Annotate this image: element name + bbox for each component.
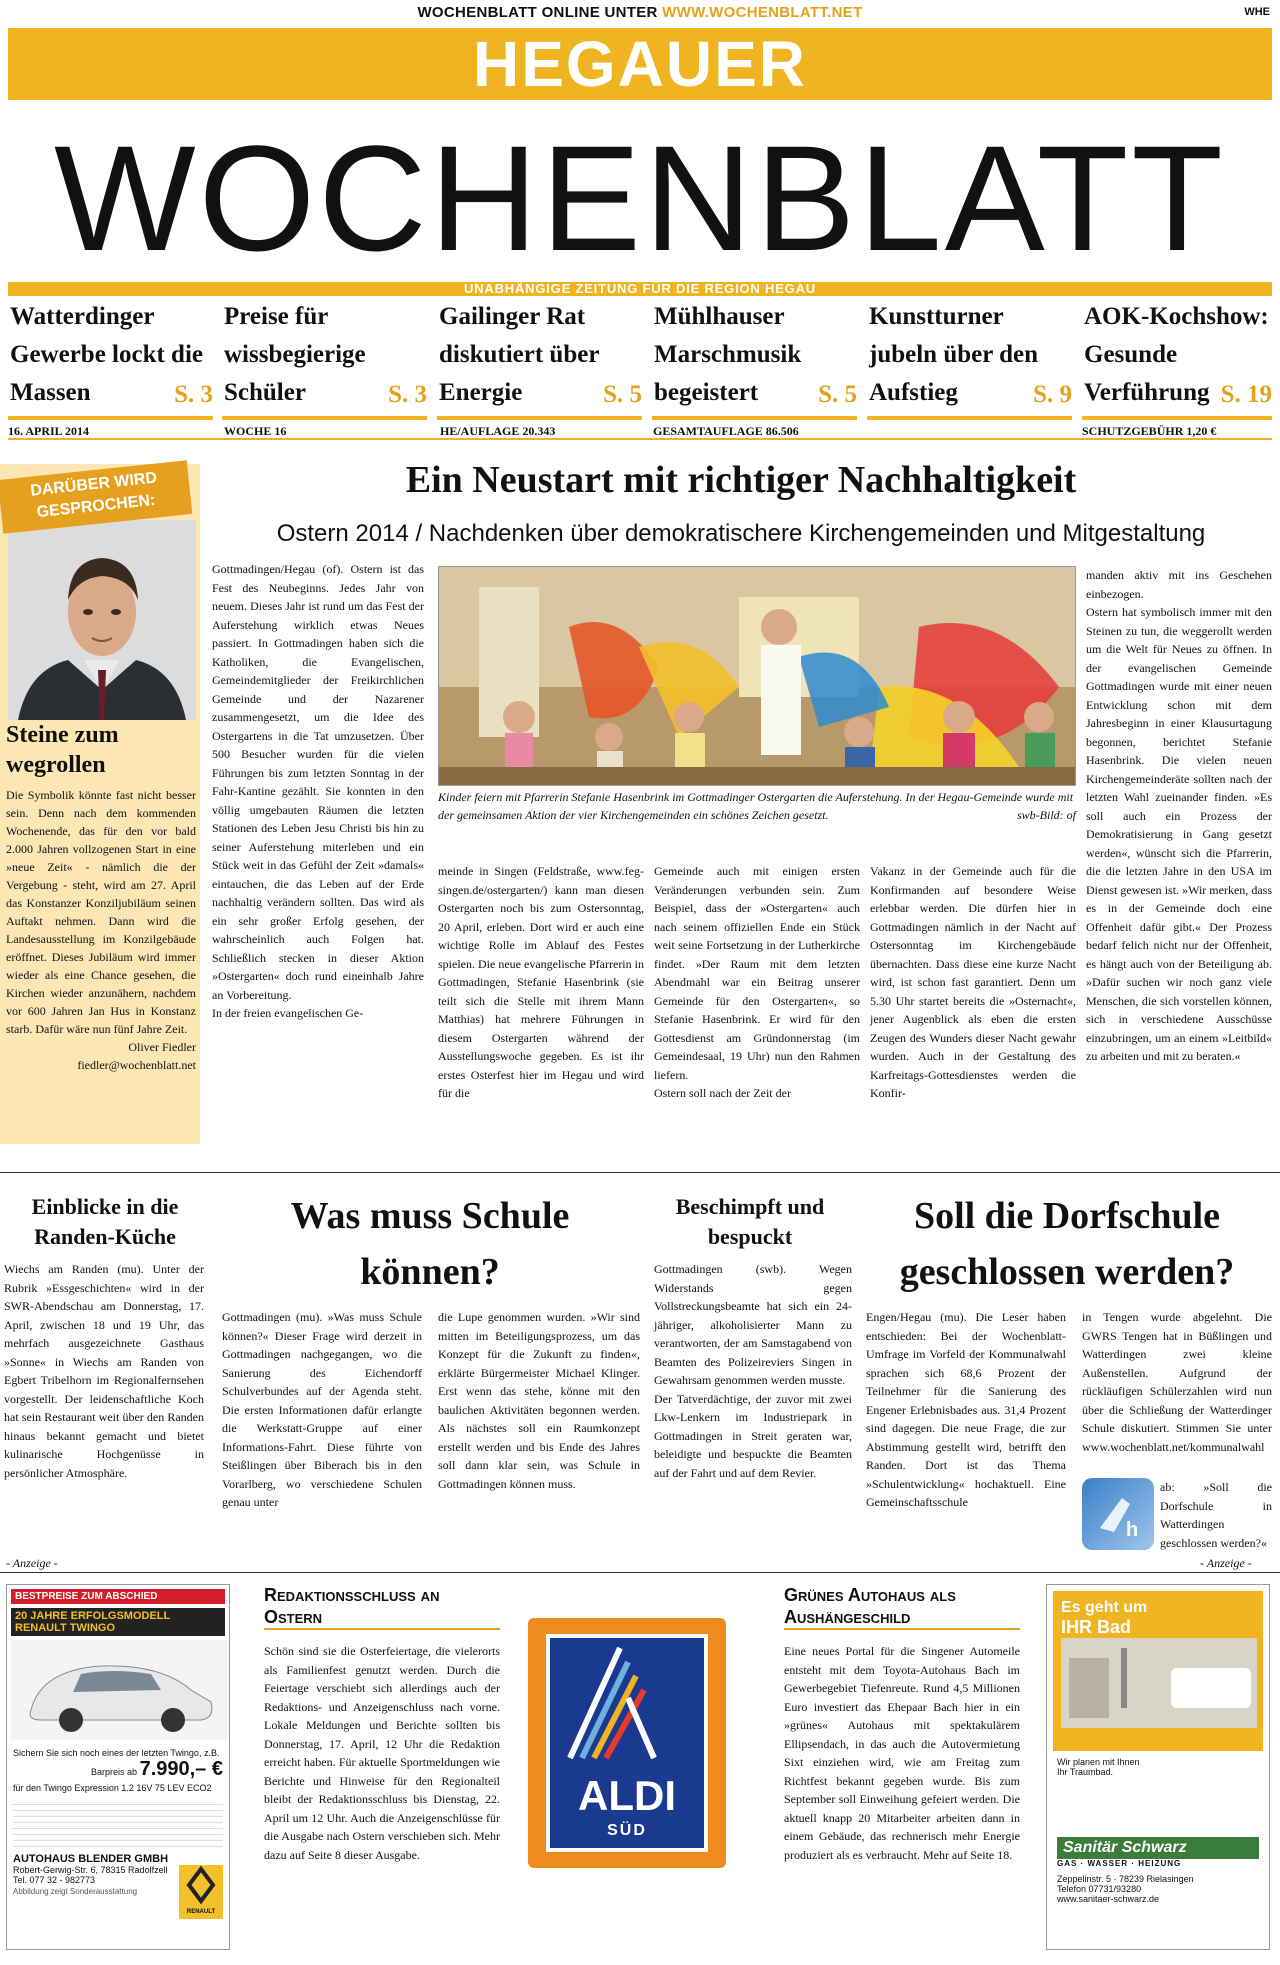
badge-line: DARÜBER WIRD xyxy=(29,469,158,500)
issue-infobar xyxy=(8,422,1272,440)
sanitaer-web[interactable]: www.sanitaer-schwarz.de xyxy=(1057,1894,1160,1904)
autohaus-headline: Grünes Autohaus als Aushängeschild xyxy=(784,1584,1020,1630)
comment-text: Die Symbolik könnte fast nicht besser sein. Denn nach dem kommenden Wochenende, das für den vor bald 2.000 Jahren vollzogenen Start in eine »neue Zeit« - nämlich die der Vergebung - steht, wird am 27. April das Konstanzer Konziljubiläum seinen Auftakt nehmen. Dann wird die Landesausstellung im Konzilgebäude eröffnet. Dieses Jubiläum wird immer wieder als eine Chance gesehen, die Kirchen wieder anzunähern, nachdem vor 600 Jahren Jan Hus in Konstanz starb. Dafür wäre nun fünf Jahre Zeit. xyxy=(6,788,196,1036)
schule-col-1: Gottmadingen (mu). »Was muss Schule können?« Dieser Frage wird derzeit in Gottmadingen nachgegangen, wo die Sanierung des Eichendorff Schulverbundes auf der Agenda steht. Die ersten Informationen dafür erlangte die Werkstatt-Gruppe auf einer Informations-Fahrt. Diese führte von Steißlingen über Biberach bis in den Vorarlberg, wo verschiedene Schulen genau unter xyxy=(222,1310,422,1509)
bespuckt-body: Gottmadingen (swb). Wegen Widerstands gegen Vollstreckungsbeamte hat sich ein 24-jähriger, alkoholisierter Mann zu verantworten, der am Samstagabend von Beamten des Polizeireviers Singen in Gewahrsam genommen werden musste. Der Tatverdächtige, der zuvor mit zwei Lkw-Lenkern im Industriepark in Gottmadingen in Streit geraten war, beleidigte und bespuckte die Beamten auf der Fahrt und auf dem Revier. xyxy=(654,1262,852,1480)
aldi-name: ALDI xyxy=(578,1772,676,1819)
teaser-underline xyxy=(8,416,213,420)
teaser-text: Gailinger Rat diskutiert über Energie xyxy=(439,303,599,406)
teaser-item[interactable] xyxy=(8,298,213,420)
lead-col-2: meinde in Singen (Feldstraße, www.feg-singen.de/ostergarten/) kann man diesen Ostergarten noch bis zum Ostersonntag, 20 April, erleben. Dort wird er auch eine wichtige Rolle im Ablauf des Festes spielen. Die neue evangelische Pfarrerin in Gottmadingen, Stefanie Hasenbrink (sie teilt sich die Stelle mit ihrem Mann Matthias) hat mehrere Führungen in diesem Ostergarten während der Ausstellungswoche gegeben. Es ist ihr erstes Osterfest hier im Hegau und wird für die xyxy=(438,864,644,1100)
lead-col-3: Gemeinde auch mit einigen ersten Veränderungen verbunden sein. Zum Beispiel, dass der »Ostergarten« auch nach seinem offiziellen Ende ein Stück weit seine Fortsetzung in der Lutherkirche findet. »Der Raum mit dem letzten Abendmahl war ein Beitrag unserer Gemeinde für den Ostergarten«, so Stefanie Hasenbrink. Er wird für den Gottesdienst am Gründonnerstag (im Gemeindesaal, 19 Uhr) nun den Rahmen liefern. Ostern soll nach der Zeit der xyxy=(654,864,860,1100)
hand-pointer-icon xyxy=(1082,1478,1154,1550)
lead-caption xyxy=(438,788,1076,824)
online-line xyxy=(0,0,1280,26)
comment-author: Oliver Fiedler xyxy=(128,1040,196,1054)
sanitaer-brand: Sanitär Schwarz xyxy=(1057,1837,1259,1859)
teaser-page: S. 3 xyxy=(174,381,213,408)
sanitaer-slogan2: Ihr Traumbad. xyxy=(1057,1767,1114,1777)
teaser-text: Preise für wissbegierige Schüler xyxy=(224,303,366,406)
fuel-info xyxy=(13,1799,223,1849)
sanitaer-ad[interactable] xyxy=(1046,1584,1270,1950)
ad-banner-2: 20 JAHRE ERFOLGSMODELL RENAULT TWINGO xyxy=(11,1608,225,1636)
teaser-text: AOK-Kochshow: Gesunde Verführung xyxy=(1084,303,1269,406)
online-prefix: WOCHENBLATT ONLINE UNTER xyxy=(417,4,658,21)
ad-banner-1: BESTPREISE ZUM ABSCHIED xyxy=(11,1589,225,1604)
ad-small-text: Sichern Sie sich noch eines der letzten Twingo, z.B. xyxy=(13,1748,220,1758)
sanitaer-banner xyxy=(1053,1591,1263,1751)
sanitaer-slogan1: Wir planen mit Ihnen xyxy=(1057,1757,1140,1767)
randen-headline: Einblicke in die Randen-Küche xyxy=(31,1194,179,1249)
sanitaer-line2a: IHR xyxy=(1061,1617,1092,1637)
vote-icon[interactable] xyxy=(1082,1478,1154,1550)
badge-line: GESPROCHEN: xyxy=(35,491,157,522)
issue-week: WOCHE 16 xyxy=(224,424,287,438)
caption-text: Kinder feiern mit Pfarrerin Stefanie Hasenbrink im Gottmadinger Ostergarten die Auferstehung. In der Hegau-Gemeinde wurde mit der gemeinsamen Aktion der vier Kirchengemeinden ein schönes Zeichen gesetzt. xyxy=(438,790,1074,822)
comment-body xyxy=(6,786,196,1074)
teaser-underline xyxy=(652,416,857,420)
redaktion-headline: Redaktionsschluss an Ostern xyxy=(264,1584,500,1630)
teaser-page: S. 19 xyxy=(1220,381,1272,408)
schule-headline: Was muss Schule können? xyxy=(290,1195,570,1293)
lead-col-5: manden aktiv mit ins Geschehen einbezogen. Ostern hat symbolisch immer mit den Steinen zu tun, die weggerollt werden um die Welt für Neues zu öffnen. In der evangelischen Gemeinde Gottmadingen wurde mit einer neuen Entwicklung schon mit dem Jahresbeginn in einer Klausurtagung begonnen, berichtet Stefanie Hasenbrink. Die vielen neuen Kirchengemeinderäte sollten nach der letzten Wahl zueinander finden. »Es soll auch ein Prozess der Demokratisierung in Gang gesetzt werden«, wünscht sich die Pfarrerin, die die letzten Jahre in den USA im Dienst gewesen ist. »Wir merken, dass es in der Gemeinde doch eine Offenheit dafür gibt.« Der Prozess bedarf felich nicht nur der Offenheit, es hängt auch von der Beteiligung ab. »Dafür suchen wir noch ganz viele Menschen, die sich vorstellen können, sich in verschiedene Ausschüsse einzubringen, um an einem »Leitbild« zu arbeiten und mit zu beraten.« xyxy=(1086,568,1272,1063)
lead-col-4: Vakanz in der Gemeinde auch für die Konfirmanden auf besondere Weise erlebbar werden. Die dürfen hier in Gottmadingen nämlich in der Nacht auf Ostersonntag im Kirchengebäude übernachten. Dass diese eine kurze Nacht wird, ist schon fast garantiert. Denn um 5.30 Uhr startet bereits die »Osternacht«, jener Augenblick als eben die ersten Zeugen des Wunders dieser Nacht gewahr wurden. Auch in der Gestaltung des Karfreitags-Gottesdienstes werden die Konfir- xyxy=(870,864,1076,1100)
issue-date: 16. APRIL 2014 xyxy=(8,424,90,438)
teaser-item[interactable] xyxy=(1082,298,1272,420)
lead-subhead: Ostern 2014 / Nachdenken über demokratischere Kirchengemeinden und Mitgestaltung xyxy=(276,520,1206,547)
dealer-address: Robert-Gerwig-Str. 6, 78315 Radolfzell xyxy=(13,1865,168,1875)
twingo-ad[interactable] xyxy=(6,1584,230,1950)
easter-garden-image xyxy=(439,567,1076,786)
dorfschule-col-1: Engen/Hegau (mu). Die Leser haben entschieden: Bei der Wochenblatt-Umfrage im Vorfeld der Kommunalwahl sprachen sich 68,6 Prozent der Teilnehmer für die Sanierung des Engener Erlebnisbades aus. 31,4 Prozent sind dagegen. Die neue Frage, die zur Abstimmung gestellt wird, betrifft den Randen. Dort ist das Thema »Schulentwicklung« hochaktuell. Eine Gemeinschaftsschule xyxy=(866,1310,1066,1509)
sanitaer-address: Zeppelinstr. 5 · 78239 Rielasingen xyxy=(1057,1874,1194,1884)
renault-diamond-icon xyxy=(179,1865,223,1905)
title-top: HEGAUER xyxy=(472,28,808,100)
teaser-item[interactable] xyxy=(652,298,857,420)
section-divider xyxy=(0,1572,1280,1573)
author-photo xyxy=(8,520,196,720)
teaser-text: Kunstturner jubeln über den Aufstieg xyxy=(869,303,1039,406)
teaser-item[interactable] xyxy=(222,298,427,420)
sanitaer-line2b: Bad xyxy=(1097,1617,1132,1637)
dealer-phone: Tel. 077 32 - 982773 xyxy=(13,1875,96,1885)
ad-label: - Anzeige - xyxy=(1200,1556,1252,1570)
aldi-logo xyxy=(546,1634,708,1852)
price-label: Barpreis ab xyxy=(91,1767,138,1777)
ad-label: - Anzeige - xyxy=(6,1556,58,1570)
renault-logo xyxy=(179,1865,223,1919)
sanitaer-subline: GAS · WASSER · HEIZUNG xyxy=(1057,1859,1182,1868)
redaktion-body: Schön sind sie die Osterfeiertage, die vielerorts als Familienfest genutzt werden. Durch die Feiertage verschiebt sich allerdings auch der Redaktions- und Anzeigenschluss nach vorne. Lokale Meldungen und Berichte sollten bis Donnerstag, 17. April, 12 Uhr die Redaktion erreicht haben. Für aktuelle Sportmeldungen wie Berichte und Hinweise für den Regionalteil bleibt der Redaktionsschluss bis Dienstag, 22. April um 12 Uhr. Auch die Anzeigenschlüsse für die Ausgabe nach Ostern verschieben sich. Mehr dazu auf Seite 8 dieser Ausgabe. xyxy=(264,1644,500,1862)
lead-col-1: Gottmadingen/Hegau (of). Ostern ist das Fest des Neubeginns. Jedes Jahr von neuem. Dieses Jahr ist rund um das Fest der Auferstehung wirklich etwas Neues passiert. In Gottmadingen haben sich die Katholiken, die Evangelischen, Gemeindemitglieder der Freikirchlichen Gemeinde und der Nazarener zusammengesetzt, um die Idee des Ostergartens in die Tat umzusetzen. Über 500 Besucher wurden für die vielen Führungen bis zum letzten Sonntag in der Fahr-Kantine gezählt. Sie konnten in den völlig umgebauten Räumen die letzten Stationen des Leben Jesu Christi bis hin zu seiner Auferstehung miterleben und ein Stück weit in das Gefühl der Zeit »damals« eintauchen, die das Leben auf der Erde nachhaltig verändern sollten. Das wird als ein sehr großer Erfolg gesehen, der wahrscheinlich auch Folgen hat. Schließlich stecken in dieser Aktion »Ostergarten« doch rund eineinhalb Jahre an Vorbereitung. In der freien evangelischen Ge- xyxy=(212,562,424,1020)
schule-col-2: die Lupe genommen wurden. »Wir sind mitten im Beteiligungsprozess, um das Konzept für die Zukunft zu finden«, erklärte Bürgermeister Michael Klinger. Erst wenn das stehe, könne mit den baulichen Aktivitäten begonnen werden. Als nächstes soll ein Raumkonzept erstellt werden und bis Ende des Jahres soll dann klar sein, was Schule in Gottmadingen können muss. xyxy=(438,1310,640,1491)
teaser-item[interactable] xyxy=(437,298,642,420)
teaser-page: S. 9 xyxy=(1033,381,1072,408)
author-portrait-image xyxy=(8,520,196,720)
teaser-page: S. 5 xyxy=(603,381,642,408)
aldi-stripes-icon xyxy=(550,1638,704,1768)
ad-footnote: Abbildung zeigt Sonderausstattung xyxy=(13,1887,138,1896)
bespuckt-headline: Beschimpft und bespuckt xyxy=(675,1194,825,1249)
teaser-underline xyxy=(437,416,642,420)
comment-headline: Steine zum wegrollen xyxy=(6,722,119,778)
bathroom-image xyxy=(1061,1638,1257,1728)
dealer-name: AUTOHAUS BLENDER GMBH xyxy=(13,1853,169,1865)
lead-photo xyxy=(438,566,1076,786)
teaser-page: S. 3 xyxy=(388,381,427,408)
teaser-underline xyxy=(1082,416,1272,420)
randen-body: Wiechs am Randen (mu). Unter der Rubrik »Essgeschichten« wird in der SWR-Abendschau am Donnerstag, 17. April, zwischen 18 und 19 Uhr, das mehrfach ausgezeichnete Gasthaus »Sonne« in Wiechs am Randen von Egbert Tribelhorn im Regionalfernsehen vorgestellt. Der leidenschaftliche Koch hat sein Restaurant weit über den Randen hinaus bekannt gemacht und bietet kulinarische Hochgenüsse in persönlicher Atmosphäre. xyxy=(4,1262,204,1480)
teaser-underline xyxy=(867,416,1072,420)
teaser-page: S. 5 xyxy=(818,381,857,408)
masthead-title: WOCHENBLATT xyxy=(54,114,1226,282)
lead-headline: Ein Neustart mit richtiger Nachhaltigkeit xyxy=(405,459,1077,501)
total-circulation: GESAMTAUFLAGE 86.506 xyxy=(653,424,799,438)
edition-circulation: HE/AUFLAGE 20.343 xyxy=(440,424,556,438)
teaser-bar xyxy=(0,298,1280,420)
sanitaer-line1: Es geht um xyxy=(1061,1599,1148,1616)
car-image xyxy=(11,1640,227,1740)
price: SCHUTZGEBÜHR 1,20 € xyxy=(1082,424,1217,438)
renault-brand: RENAULT xyxy=(186,1909,216,1915)
svg-text:h: h xyxy=(1126,1519,1139,1541)
model-text: für den Twingo Expression 1.2 16V 75 LEV ECO2 xyxy=(13,1783,212,1793)
sanitaer-phone: Telefon 07731/93280 xyxy=(1057,1884,1142,1894)
tagline: UNABHÄNGIGE ZEITUNG FÜR DIE REGION HEGAU xyxy=(464,281,816,296)
photo-credit: swb-Bild: of xyxy=(1017,808,1076,822)
teaser-underline xyxy=(222,416,427,420)
price-value: 7.990,– € xyxy=(139,1758,223,1780)
autohaus-body: Eine neues Portal für die Singener Automeile entsteht mit dem Toyota-Autohaus Bach im Gewerbegebiet Tiefenreute. Rund 4,5 Millionen Euro investiert das Ehepaar Bach hier in ein »grünes« Autohaus mit spektakulärem Ellipsendach, in das auch die Autovermietung Sixt einziehen wird, wie am Freitag zum Richtfest bekannt gegeben wurde. Bis zum September soll Einweihung gefeiert werden. Die aktuell knapp 20 Mitarbeiter arbeiten dann in einem Gebäude, das rechnerisch mehr Energie produziert als es verbraucht. Mehr auf Seite 18. xyxy=(784,1644,1020,1862)
edition-code: WHE xyxy=(1244,6,1270,18)
dorfschule-col-2a: in Tengen wurde abgelehnt. Die GWRS Tengen hat in Büßlingen und Watterdingen zwei kleine Außenstellen. Aufgrund der rückläufigen Schülerzahlen wird nun über die Schließung der Watterdinger Schule diskutiert. Stimmen Sie unter www.wochenblatt.net/kommunalwahl xyxy=(1082,1310,1272,1454)
dorfschule-headline: Soll die Dorfschule geschlossen werden? xyxy=(899,1195,1235,1293)
teaser-text: Watterdinger Gewerbe lockt die Massen xyxy=(10,303,204,406)
dorfschule-col-2b: ab: »Soll die Dorfschule in Watterdingen geschlossen werden?« xyxy=(1160,1480,1272,1550)
comment-email[interactable]: fiedler@wochenblatt.net xyxy=(77,1058,196,1072)
aldi-ad[interactable] xyxy=(528,1618,726,1868)
section-divider xyxy=(0,1172,1280,1173)
online-url[interactable]: WWW.WOCHENBLATT.NET xyxy=(662,4,863,21)
teaser-text: Mühlhauser Marschmusik begeistert xyxy=(654,303,802,406)
aldi-region: SÜD xyxy=(607,1822,647,1839)
teaser-item[interactable] xyxy=(867,298,1072,420)
